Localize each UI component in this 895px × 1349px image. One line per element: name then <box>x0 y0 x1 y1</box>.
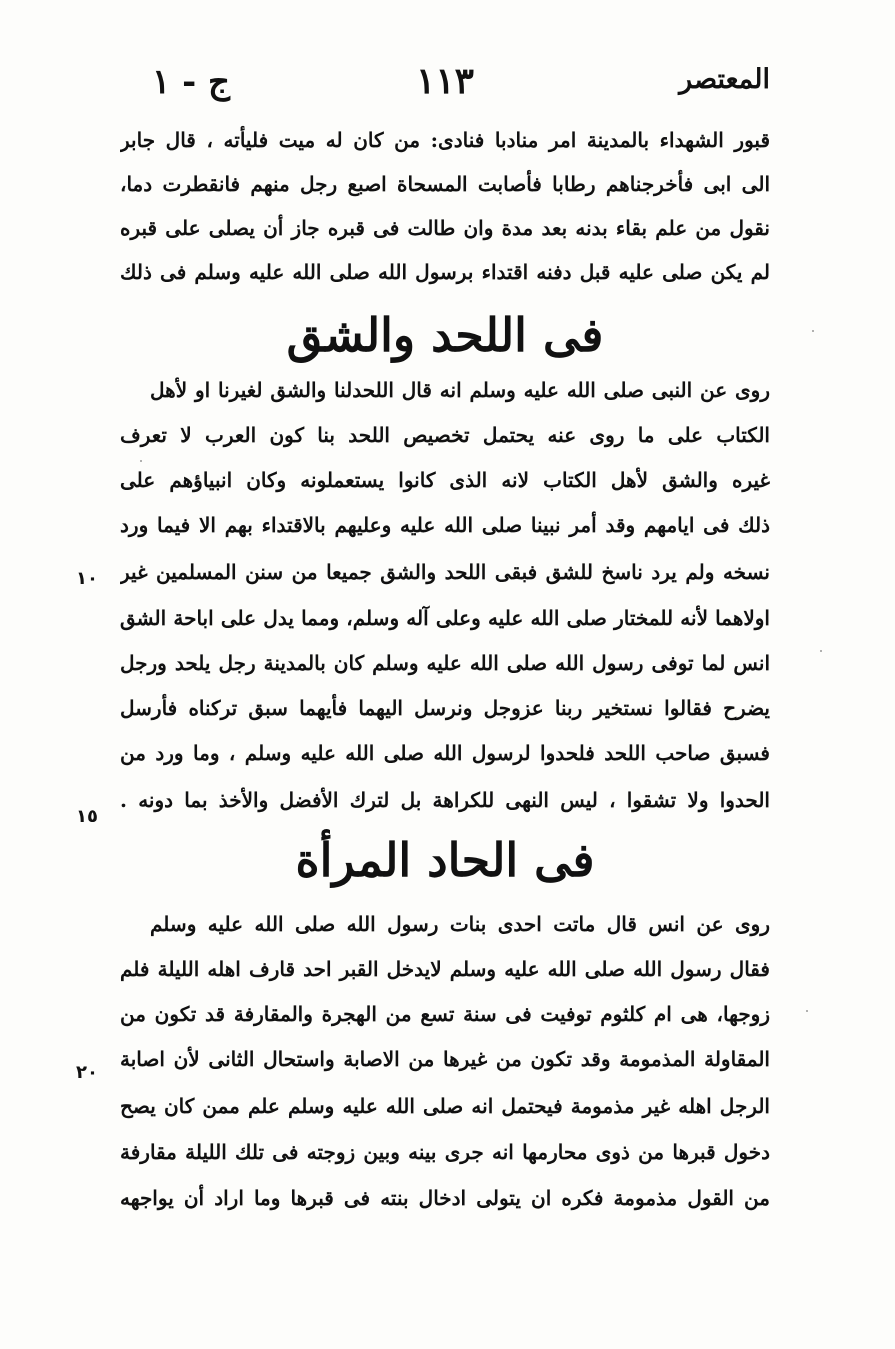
text-line: زوجها، هى ام كلثوم توفيت فى سنة تسع من الهجرة والمقارفة قد تكون من <box>120 1002 770 1026</box>
text-line: روى عن النبى صلى الله عليه وسلم انه قال اللحدلنا والشق لغيرنا او لأهل <box>150 378 770 402</box>
running-title: المعتصر <box>679 64 770 95</box>
text-line: اولاهما لأنه للمختار صلى الله عليه وعلى آله وسلم، ومما يدل على اباحة الشق <box>120 606 770 630</box>
page-header <box>120 62 770 114</box>
paragraph-block-1 <box>120 120 770 300</box>
page-number: ١١٣ <box>415 60 475 102</box>
text-line: قبور الشهداء بالمدينة امر منادبا فنادى: من كان له ميت فليأته ، قال جابر <box>120 128 770 152</box>
paragraph-block-3 <box>120 904 770 1244</box>
text-line: يضرح فقالوا نستخير ربنا عزوجل ونرسل اليهما فأيهما سبق تركناه فأرسل <box>120 696 770 720</box>
text-line: نقول من علم بقاء بدنه بعد مدة وان طالت فى قبره جاز أن يصلى على قبره <box>120 216 770 240</box>
paragraph-block-2 <box>120 370 770 830</box>
scan-speck <box>820 650 822 652</box>
scan-speck <box>806 1010 808 1012</box>
text-line: لم يكن صلى عليه قبل دفنه اقتداء برسول الله صلى الله عليه وسلم فى ذلك <box>120 260 770 284</box>
line-number-10: ١٠ <box>76 568 98 589</box>
volume-label: ج - ١ <box>152 62 230 102</box>
text-line: دخول قبرها من ذوى محارمها انه جرى بينه وبين زوجته فى تلك الليلة مقارفة <box>120 1140 770 1164</box>
text-line: الكتاب على ما روى عنه يحتمل تخصيص اللحد بنا كون العرب لا تعرف <box>120 423 770 447</box>
text-line: روى عن انس قال ماتت احدى بنات رسول الله صلى الله عليه وسلم <box>150 912 770 936</box>
text-line: من القول مذمومة فكره ان يتولى ادخال بنته فى قبرها وما اراد أن يواجهه <box>120 1186 770 1210</box>
text-line: فسبق صاحب اللحد فلحدوا لرسول الله صلى الله عليه وسلم ، وما ورد من <box>120 741 770 765</box>
text-line: انس لما توفى رسول الله صلى الله عليه وسلم كان بالمدينة رجل يلحد ورجل <box>120 651 770 675</box>
text-line: فقال رسول الله صلى الله عليه وسلم لايدخل القبر احد قارف اهله الليلة فلم <box>120 957 770 981</box>
text-line: الحدوا ولا تشقوا ، ليس النهى للكراهة بل لترك الأفضل والأخذ بما دونه . <box>120 788 770 812</box>
scan-speck <box>812 330 814 332</box>
text-line: الى ابى فأخرجناهم رطابا فأصابت المسحاة اصبع رجل منهم فانقطرت دما، <box>120 172 770 196</box>
text-line: الرجل اهله غير مذمومة فيحتمل انه صلى الله عليه وسلم علم ممن كان يصح <box>120 1094 770 1118</box>
text-line: غيره والشق لأهل الكتاب لانه الذى كانوا يستعملونه وكان انبياؤهم على <box>120 468 770 492</box>
section-heading: فى الحاد المرأة <box>295 833 595 887</box>
scan-speck <box>140 460 142 462</box>
line-number-20: ٢٠ <box>76 1062 98 1083</box>
text-line: ذلك فى ايامهم وقد أمر نبينا صلى الله عليه وعليهم بالاقتداء بهم الا فيما ورد <box>120 513 770 537</box>
line-number-15: ١٥ <box>76 806 98 827</box>
section-heading: فى اللحد والشق <box>286 308 604 362</box>
text-line: نسخه ولم يرد ناسخ للشق فبقى اللحد والشق جميعا من سنن المسلمين غير <box>120 560 770 584</box>
text-line: المقاولة المذمومة وقد تكون من غيرها من الاصابة واستحال الثانى لأن اصابة <box>120 1047 770 1071</box>
